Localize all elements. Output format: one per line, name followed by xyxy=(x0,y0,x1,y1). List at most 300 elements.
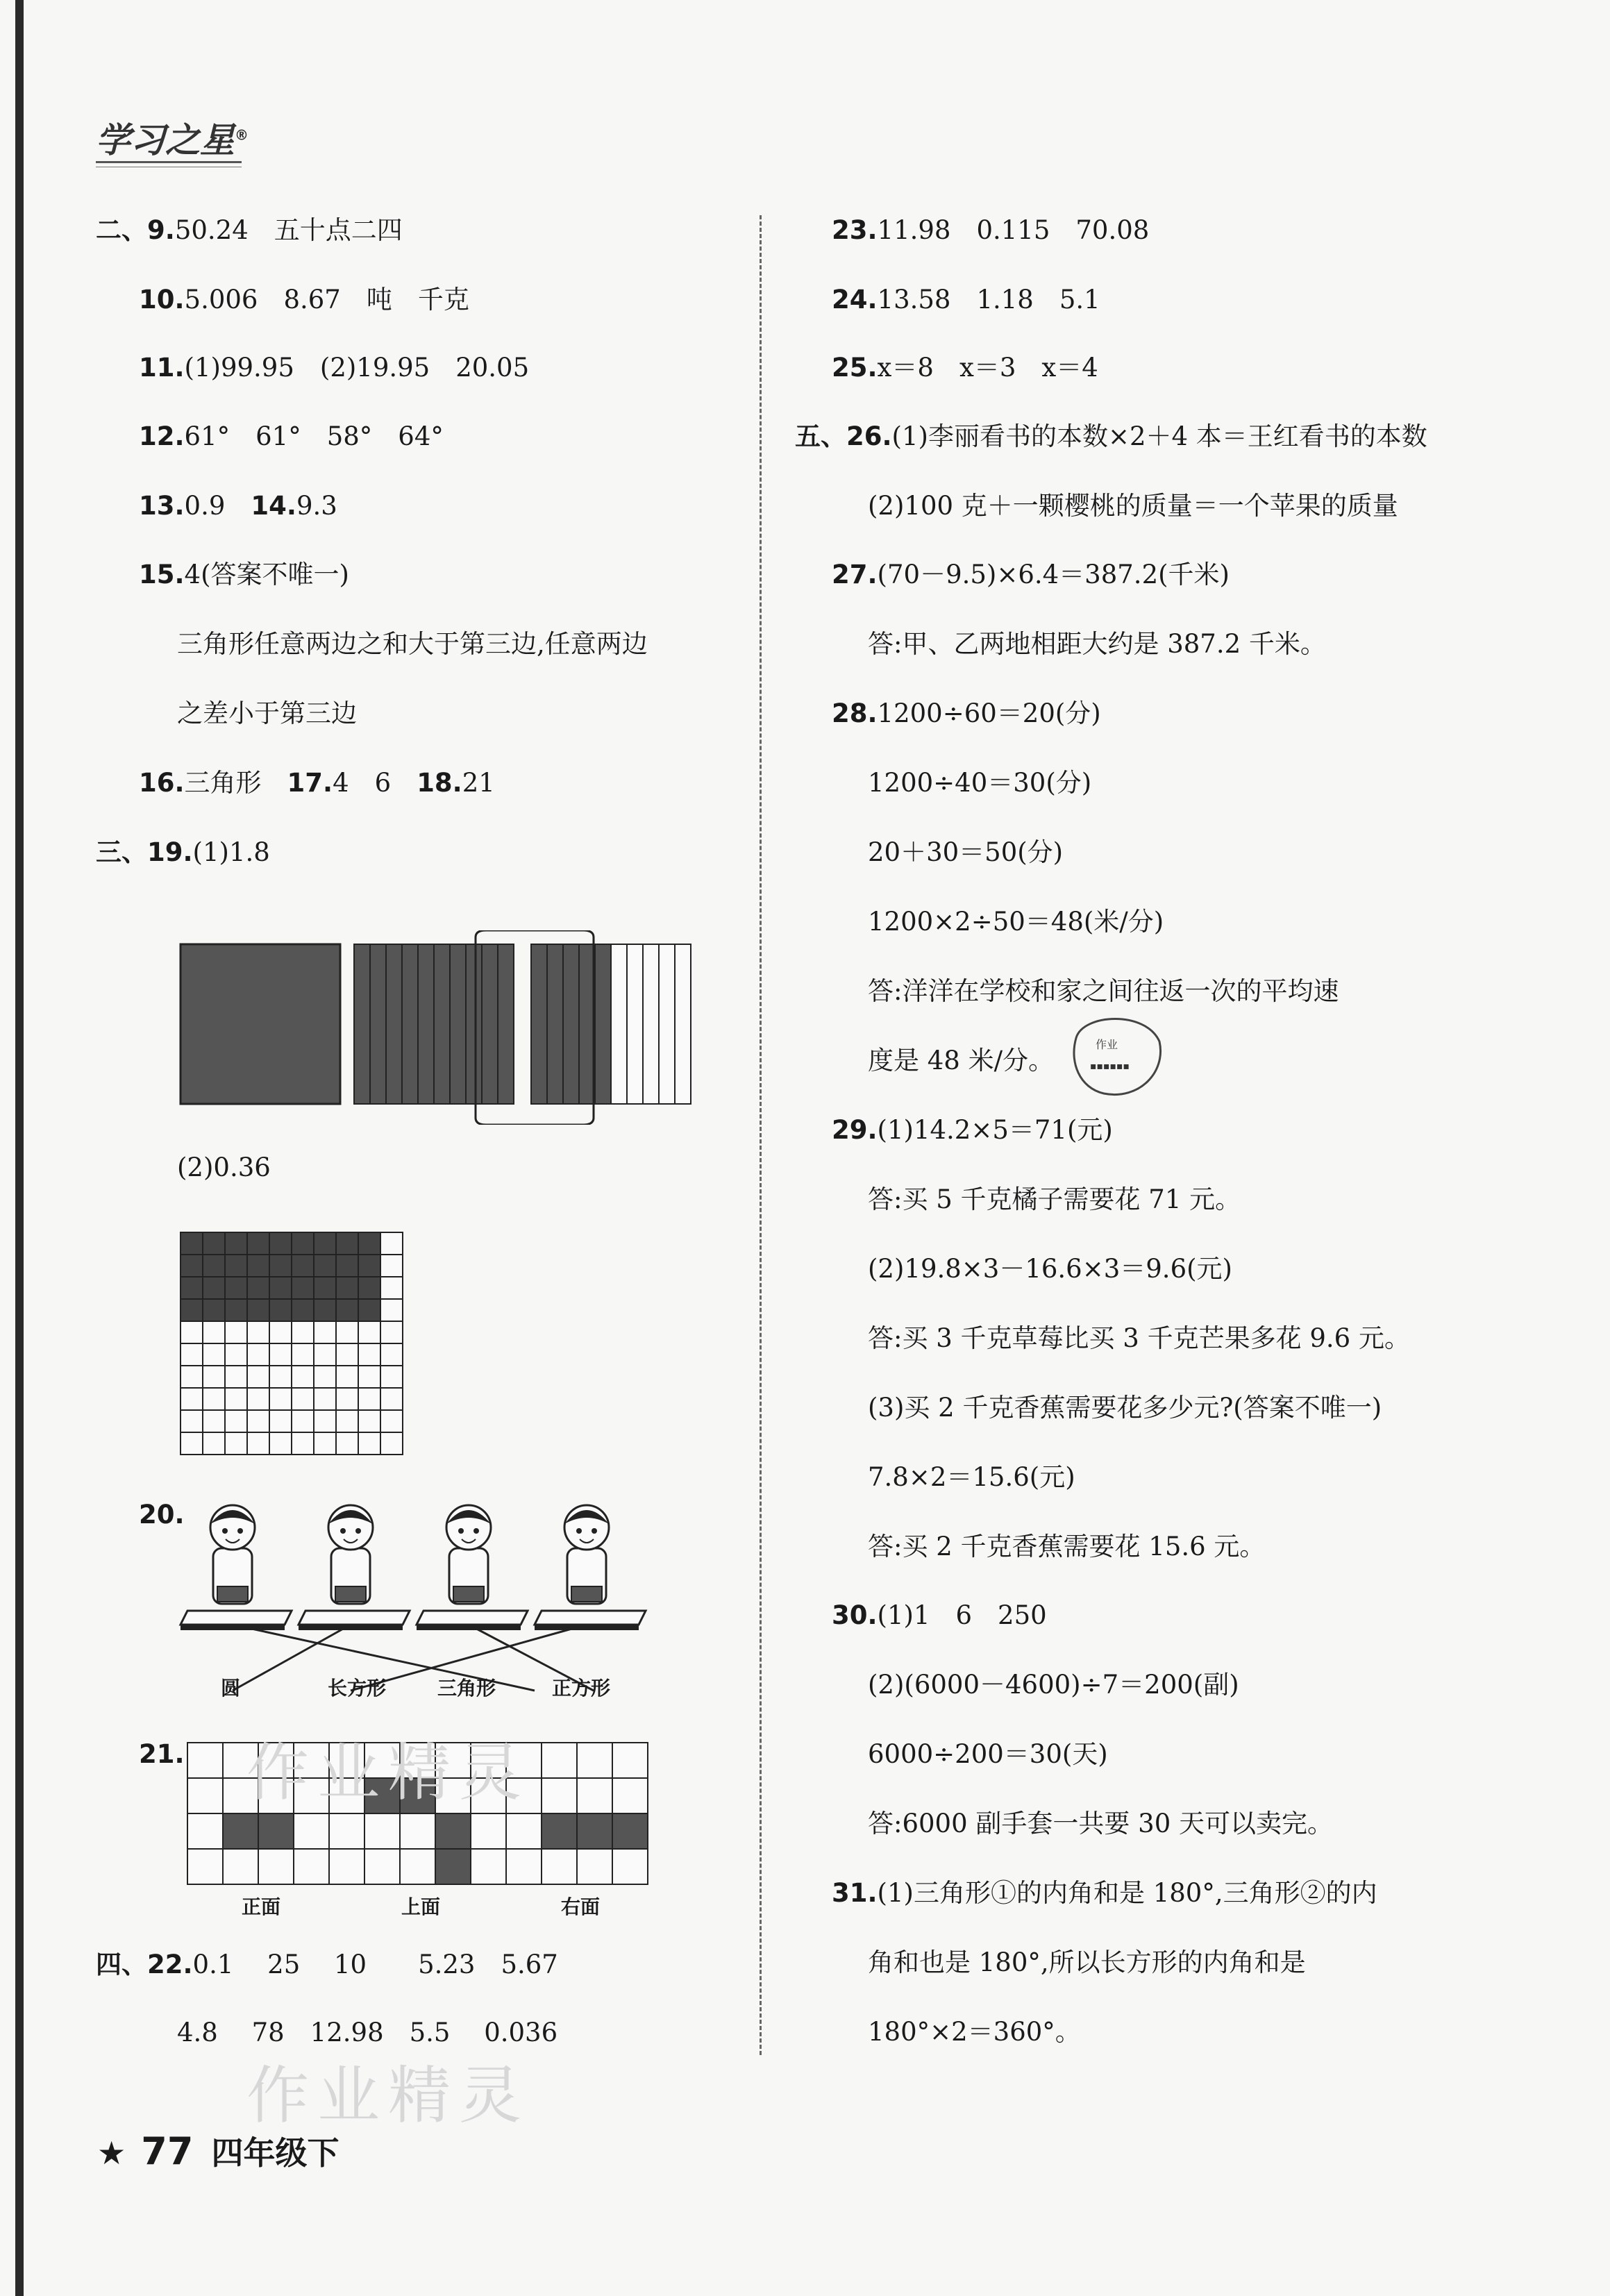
block-object xyxy=(453,1586,484,1602)
view-cell xyxy=(258,1813,294,1849)
brand-logo: 学习之星® xyxy=(96,120,249,160)
answer-text: 180°×2＝360°。 xyxy=(868,2017,1081,2047)
answer-text: 4.8 78 12.98 5.5 0.036 xyxy=(177,2018,558,2047)
tenth-strip xyxy=(611,944,627,1104)
q20-children xyxy=(181,1505,646,1630)
tenth-strip xyxy=(354,944,370,1104)
table xyxy=(181,1611,292,1625)
view-cell xyxy=(612,1813,648,1849)
grid-cell xyxy=(181,1277,203,1299)
right-line xyxy=(868,837,1063,868)
view-cell xyxy=(506,1813,542,1849)
tenth-strip xyxy=(675,944,691,1104)
grid-cell xyxy=(225,1343,247,1366)
grid-cell xyxy=(181,1366,203,1388)
right-line xyxy=(832,560,1230,590)
q21-label-right: 右面 xyxy=(561,1895,601,1918)
q19-tenths-square-b xyxy=(531,944,691,1104)
view-cell xyxy=(223,1849,258,1884)
answer-text: 20＋30＝50(分) xyxy=(868,837,1064,867)
question-number: 五、26. xyxy=(795,421,892,451)
child-eye xyxy=(237,1528,243,1534)
tenth-strip xyxy=(482,944,498,1104)
question-number: 13. xyxy=(139,491,185,521)
grid-cell xyxy=(225,1255,247,1277)
right-line xyxy=(832,353,1098,383)
grid-cell xyxy=(380,1410,403,1432)
answer-text: (1)14.2×5＝71(元) xyxy=(877,1115,1113,1145)
view-cell xyxy=(329,1813,364,1849)
answer-text: 角和也是 180°,所以长方形的内角和是 xyxy=(868,1947,1306,1977)
grid-cell xyxy=(203,1232,225,1255)
tenth-strip xyxy=(370,944,386,1104)
right-line xyxy=(868,491,1398,521)
right-line xyxy=(795,421,1427,452)
grid-cell xyxy=(181,1410,203,1432)
question-number: 三、19. xyxy=(96,837,193,867)
grid-cell xyxy=(380,1388,403,1410)
q20-label-triangle: 三角形 xyxy=(437,1677,496,1700)
grid-cell xyxy=(247,1277,269,1299)
right-line xyxy=(868,629,1326,660)
left-line xyxy=(177,698,357,729)
grid-cell xyxy=(336,1432,358,1455)
q19-full-square xyxy=(181,944,340,1104)
grid-cell xyxy=(292,1299,314,1321)
view-cell xyxy=(294,1813,329,1849)
child-eye xyxy=(222,1528,228,1534)
answer-text: 9.3 xyxy=(296,491,337,521)
grid-cell xyxy=(314,1232,336,1255)
answer-text: 11.98 0.115 70.08 xyxy=(877,215,1150,245)
grid-cell xyxy=(225,1366,247,1388)
svg-text:作业: 作业 xyxy=(1096,1038,1118,1051)
q21-label-front: 正面 xyxy=(242,1895,281,1918)
tenth-strip xyxy=(595,944,611,1104)
table xyxy=(417,1611,528,1625)
grid-cell xyxy=(336,1388,358,1410)
answer-text: 答:甲、乙两地相距大约是 387.2 千米。 xyxy=(868,629,1326,659)
left-line xyxy=(139,1739,185,1770)
grid-cell xyxy=(269,1232,292,1255)
grid-cell xyxy=(225,1388,247,1410)
grid-cell xyxy=(336,1410,358,1432)
grid-cell xyxy=(380,1232,403,1255)
left-line xyxy=(96,1950,558,1980)
grid-cell xyxy=(247,1343,269,1366)
question-number: 10. xyxy=(139,285,185,315)
tenth-strip xyxy=(434,944,450,1104)
right-line xyxy=(832,1878,1377,1909)
tenth-strip xyxy=(498,944,514,1104)
grid-cell xyxy=(314,1277,336,1299)
answer-text: 21 xyxy=(462,768,495,798)
right-line xyxy=(832,1600,1047,1631)
answer-text: 6000÷200＝30(天) xyxy=(868,1739,1108,1769)
question-number: 二、9. xyxy=(96,215,175,245)
right-line xyxy=(868,976,1339,1007)
right-line xyxy=(868,1532,1265,1562)
grid-cell xyxy=(314,1410,336,1432)
child-eye xyxy=(592,1528,597,1534)
answer-text: (2)19.8×3－16.6×3＝9.6(元) xyxy=(868,1254,1232,1284)
grid-cell xyxy=(314,1321,336,1343)
right-line xyxy=(832,698,1101,729)
watermark-2: 作业精灵 xyxy=(246,2059,530,2132)
left-line xyxy=(96,837,270,868)
view-cell xyxy=(577,1849,612,1884)
grid-cell xyxy=(225,1321,247,1343)
question-number: 四、22. xyxy=(96,1950,193,1979)
answer-text: 1200÷60＝20(分) xyxy=(877,698,1101,728)
grid-cell xyxy=(292,1321,314,1343)
right-line xyxy=(868,768,1091,798)
child-eye xyxy=(473,1528,479,1534)
page-number: 77 xyxy=(141,2129,194,2173)
answer-text: (1)1.8 xyxy=(192,837,270,867)
tenth-strip xyxy=(418,944,434,1104)
grid-cell xyxy=(314,1299,336,1321)
right-line xyxy=(868,907,1164,937)
grid-cell xyxy=(203,1255,225,1277)
left-line xyxy=(177,1153,271,1183)
q19-tenths-square-a xyxy=(354,944,514,1104)
grid-cell xyxy=(314,1388,336,1410)
view-cell xyxy=(400,1849,435,1884)
grid-cell xyxy=(181,1299,203,1321)
view-cell xyxy=(542,1778,577,1813)
answer-text: (2)100 克＋一颗樱桃的质量＝一个苹果的质量 xyxy=(868,491,1398,521)
answer-text: (1)1 6 250 xyxy=(877,1600,1047,1630)
answer-text: (1)三角形①的内角和是 180°,三角形②的内 xyxy=(877,1878,1377,1908)
grid-cell xyxy=(203,1277,225,1299)
answer-text: 13.58 1.18 5.1 xyxy=(877,285,1100,315)
grid-cell xyxy=(269,1432,292,1455)
answer-text: (2)(6000－4600)÷7＝200(副) xyxy=(868,1670,1239,1700)
grid-cell xyxy=(358,1432,380,1455)
grid-cell xyxy=(292,1410,314,1432)
answer-text: 答:买 5 千克橘子需要花 71 元。 xyxy=(868,1184,1241,1214)
child-eye xyxy=(458,1528,464,1534)
right-line xyxy=(868,2017,1081,2047)
grid-cell xyxy=(380,1343,403,1366)
answer-text: 5.006 8.67 吨 千克 xyxy=(184,285,469,315)
left-line xyxy=(177,629,648,660)
q19-figure-2 xyxy=(177,1229,413,1465)
grid-cell xyxy=(380,1321,403,1343)
grid-cell xyxy=(203,1432,225,1455)
view-cell xyxy=(329,1849,364,1884)
grid-cell xyxy=(225,1232,247,1255)
grid-cell xyxy=(181,1388,203,1410)
view-cell xyxy=(471,1849,506,1884)
view-cell xyxy=(612,1849,648,1884)
right-line xyxy=(868,1947,1306,1978)
grid-cell xyxy=(292,1255,314,1277)
view-cell xyxy=(258,1849,294,1884)
q20-label-rectangle: 长方形 xyxy=(328,1677,387,1700)
view-cell xyxy=(542,1849,577,1884)
grid-cell xyxy=(181,1432,203,1455)
view-cell xyxy=(577,1813,612,1849)
view-cell xyxy=(612,1743,648,1778)
left-line xyxy=(139,353,529,383)
answer-text: (1)99.95 (2)19.95 20.05 xyxy=(184,353,530,383)
question-number: 25. xyxy=(832,353,878,383)
grid-cell xyxy=(358,1255,380,1277)
answer-text: 答:买 3 千克草莓比买 3 千克芒果多花 9.6 元。 xyxy=(868,1323,1410,1353)
tenth-strip xyxy=(659,944,675,1104)
grid-cell xyxy=(314,1343,336,1366)
grid-cell xyxy=(314,1366,336,1388)
grid-cell xyxy=(292,1232,314,1255)
grid-cell xyxy=(203,1299,225,1321)
tenth-strip xyxy=(450,944,466,1104)
answer-text: 0.9 xyxy=(184,491,251,521)
tenth-strip xyxy=(643,944,659,1104)
grid-cell xyxy=(336,1343,358,1366)
grid-cell xyxy=(269,1366,292,1388)
grid-cell xyxy=(181,1343,203,1366)
grid-cell xyxy=(269,1255,292,1277)
block-object xyxy=(335,1586,366,1602)
view-cell xyxy=(400,1813,435,1849)
grid-cell xyxy=(336,1366,358,1388)
view-cell xyxy=(223,1813,258,1849)
tenth-strip xyxy=(627,944,643,1104)
grid-cell xyxy=(269,1277,292,1299)
question-number: 31. xyxy=(832,1878,878,1908)
block-object xyxy=(571,1586,602,1602)
grid-cell xyxy=(292,1366,314,1388)
right-line xyxy=(868,1809,1333,1839)
child-eye xyxy=(576,1528,582,1534)
grid-cell xyxy=(358,1321,380,1343)
view-cell xyxy=(471,1813,506,1849)
view-cell xyxy=(187,1849,223,1884)
grid-cell xyxy=(181,1321,203,1343)
grid-cell xyxy=(247,1232,269,1255)
grid-cell xyxy=(336,1299,358,1321)
left-line xyxy=(177,2018,557,2048)
right-line xyxy=(868,1254,1232,1284)
right-line xyxy=(868,1393,1382,1423)
block-object xyxy=(217,1586,248,1602)
view-cell xyxy=(542,1743,577,1778)
answer-text: 4 6 xyxy=(333,768,417,798)
grid-cell xyxy=(269,1321,292,1343)
question-number: 11. xyxy=(139,353,185,383)
right-line xyxy=(868,1184,1241,1215)
tenth-strip xyxy=(386,944,402,1104)
answer-text: (3)买 2 千克香蕉需要花多少元?(答案不唯一) xyxy=(868,1393,1382,1423)
view-cell xyxy=(435,1849,471,1884)
right-line xyxy=(868,1046,1054,1076)
grid-cell xyxy=(225,1277,247,1299)
view-cell xyxy=(542,1813,577,1849)
view-cell xyxy=(364,1849,400,1884)
right-line xyxy=(868,1323,1410,1354)
left-line xyxy=(139,285,469,315)
question-number: 27. xyxy=(832,560,878,589)
grid-cell xyxy=(336,1321,358,1343)
grid-cell xyxy=(181,1255,203,1277)
q20-label-square: 正方形 xyxy=(552,1677,611,1700)
answer-text: 1200×2÷50＝48(米/分) xyxy=(868,907,1164,937)
grid-cell xyxy=(269,1388,292,1410)
page-footer xyxy=(97,2128,339,2174)
left-line xyxy=(96,215,403,246)
grid-cell xyxy=(292,1277,314,1299)
grid-cell xyxy=(358,1388,380,1410)
left-line xyxy=(139,491,337,521)
answer-text: 答:买 2 千克香蕉需要花 15.6 元。 xyxy=(868,1532,1266,1561)
q21-label-top: 上面 xyxy=(401,1895,441,1918)
question-number: 28. xyxy=(832,698,878,728)
view-cell xyxy=(435,1813,471,1849)
view-cell xyxy=(294,1849,329,1884)
grid-cell xyxy=(358,1277,380,1299)
answer-text: 答:洋洋在学校和家之间往返一次的平均速 xyxy=(868,976,1339,1006)
q19-hundred-grid xyxy=(181,1232,403,1455)
grid-cell xyxy=(380,1432,403,1455)
brand-underline xyxy=(96,161,242,163)
tenth-strip xyxy=(531,944,547,1104)
grid-cell xyxy=(203,1321,225,1343)
view-cell xyxy=(577,1778,612,1813)
view-cell xyxy=(612,1778,648,1813)
grid-cell xyxy=(336,1277,358,1299)
tenth-strip xyxy=(402,944,418,1104)
right-line xyxy=(832,1115,1113,1146)
question-number: 23. xyxy=(832,215,878,245)
question-number: 29. xyxy=(832,1115,878,1145)
view-cell xyxy=(187,1743,223,1778)
answer-text: (70－9.5)×6.4＝387.2(千米) xyxy=(877,560,1230,589)
question-number: 12. xyxy=(139,421,185,451)
grid-cell xyxy=(358,1299,380,1321)
right-line xyxy=(832,215,1149,246)
grid-cell xyxy=(358,1366,380,1388)
question-number: 20. xyxy=(139,1500,185,1530)
watermark-1: 作业精灵 xyxy=(246,1736,530,1809)
grid-cell xyxy=(269,1410,292,1432)
view-cell xyxy=(187,1813,223,1849)
svg-text:▪▪▪▪▪▪: ▪▪▪▪▪▪ xyxy=(1090,1061,1130,1072)
tenth-strip xyxy=(563,944,579,1104)
q20-label-circle: 圆 xyxy=(221,1677,241,1700)
grid-cell xyxy=(358,1410,380,1432)
grid-cell xyxy=(247,1410,269,1432)
answer-text: 度是 48 米/分。 xyxy=(868,1046,1055,1075)
left-line xyxy=(139,421,444,452)
question-number: 30. xyxy=(832,1600,878,1630)
grid-cell xyxy=(358,1232,380,1255)
child-eye xyxy=(340,1528,346,1534)
grade-label: 四年级下 xyxy=(211,2134,339,2172)
grid-cell xyxy=(203,1343,225,1366)
tenth-strip xyxy=(466,944,482,1104)
grid-cell xyxy=(247,1255,269,1277)
child-eye xyxy=(355,1528,361,1534)
grid-cell xyxy=(203,1410,225,1432)
grid-cell xyxy=(247,1299,269,1321)
question-number: 21. xyxy=(139,1739,185,1769)
grid-cell xyxy=(380,1277,403,1299)
grid-cell xyxy=(247,1432,269,1455)
grid-cell xyxy=(225,1432,247,1455)
right-line xyxy=(868,1670,1239,1700)
left-line xyxy=(139,768,495,798)
right-line xyxy=(868,1739,1108,1770)
question-number: 18. xyxy=(417,768,462,798)
grid-cell xyxy=(358,1343,380,1366)
grid-cell xyxy=(292,1432,314,1455)
answer-text: x＝8 x＝3 x＝4 xyxy=(877,353,1098,383)
table xyxy=(535,1611,646,1625)
column-divider xyxy=(760,215,762,2055)
question-number: 24. xyxy=(832,285,878,315)
grid-cell xyxy=(247,1388,269,1410)
answer-text: 50.24 五十点二四 xyxy=(174,215,403,245)
grid-cell xyxy=(203,1366,225,1388)
grid-cell xyxy=(380,1255,403,1277)
answer-text: (2)0.36 xyxy=(177,1153,271,1182)
answer-text: 答:6000 副手套一共要 30 天可以卖完。 xyxy=(868,1809,1333,1838)
answer-text: 0.1 25 10 5.23 5.67 xyxy=(192,1950,558,1979)
question-number: 17. xyxy=(287,768,333,798)
grid-cell xyxy=(203,1388,225,1410)
answer-text: 61° 61° 58° 64° xyxy=(184,421,444,451)
view-cell xyxy=(187,1778,223,1813)
grid-cell xyxy=(314,1432,336,1455)
binding-edge xyxy=(15,0,24,2296)
answer-text: (1)李丽看书的本数×2＋4 本＝王红看书的本数 xyxy=(891,421,1427,451)
grid-cell xyxy=(269,1343,292,1366)
right-line xyxy=(832,285,1100,315)
grid-cell xyxy=(247,1366,269,1388)
grid-cell xyxy=(225,1299,247,1321)
answer-text: 4(答案不唯一) xyxy=(184,560,349,589)
grid-cell xyxy=(269,1299,292,1321)
answer-text: 7.8×2＝15.6(元) xyxy=(868,1462,1075,1492)
grid-cell xyxy=(181,1232,203,1255)
grid-cell xyxy=(292,1343,314,1366)
tenth-strip xyxy=(547,944,563,1104)
answer-text: 之差小于第三边 xyxy=(177,698,357,728)
star-icon: ★ xyxy=(97,2134,126,2172)
grid-cell xyxy=(336,1255,358,1277)
view-cell xyxy=(506,1849,542,1884)
view-cell xyxy=(364,1813,400,1849)
question-number: 16. xyxy=(139,768,185,798)
view-cell xyxy=(577,1743,612,1778)
q19-figure-1 xyxy=(177,930,705,1125)
right-line xyxy=(868,1462,1075,1493)
table xyxy=(299,1611,410,1625)
grid-cell xyxy=(336,1232,358,1255)
left-line xyxy=(139,560,349,590)
grid-cell xyxy=(247,1321,269,1343)
answer-text: 三角形 xyxy=(184,768,287,798)
grid-cell xyxy=(380,1299,403,1321)
answer-text: 三角形任意两边之和大于第三边,任意两边 xyxy=(177,629,648,659)
question-number: 15. xyxy=(139,560,185,589)
grid-cell xyxy=(314,1255,336,1277)
stamp-mark xyxy=(1062,1010,1166,1107)
grid-cell xyxy=(380,1366,403,1388)
grid-cell xyxy=(225,1410,247,1432)
